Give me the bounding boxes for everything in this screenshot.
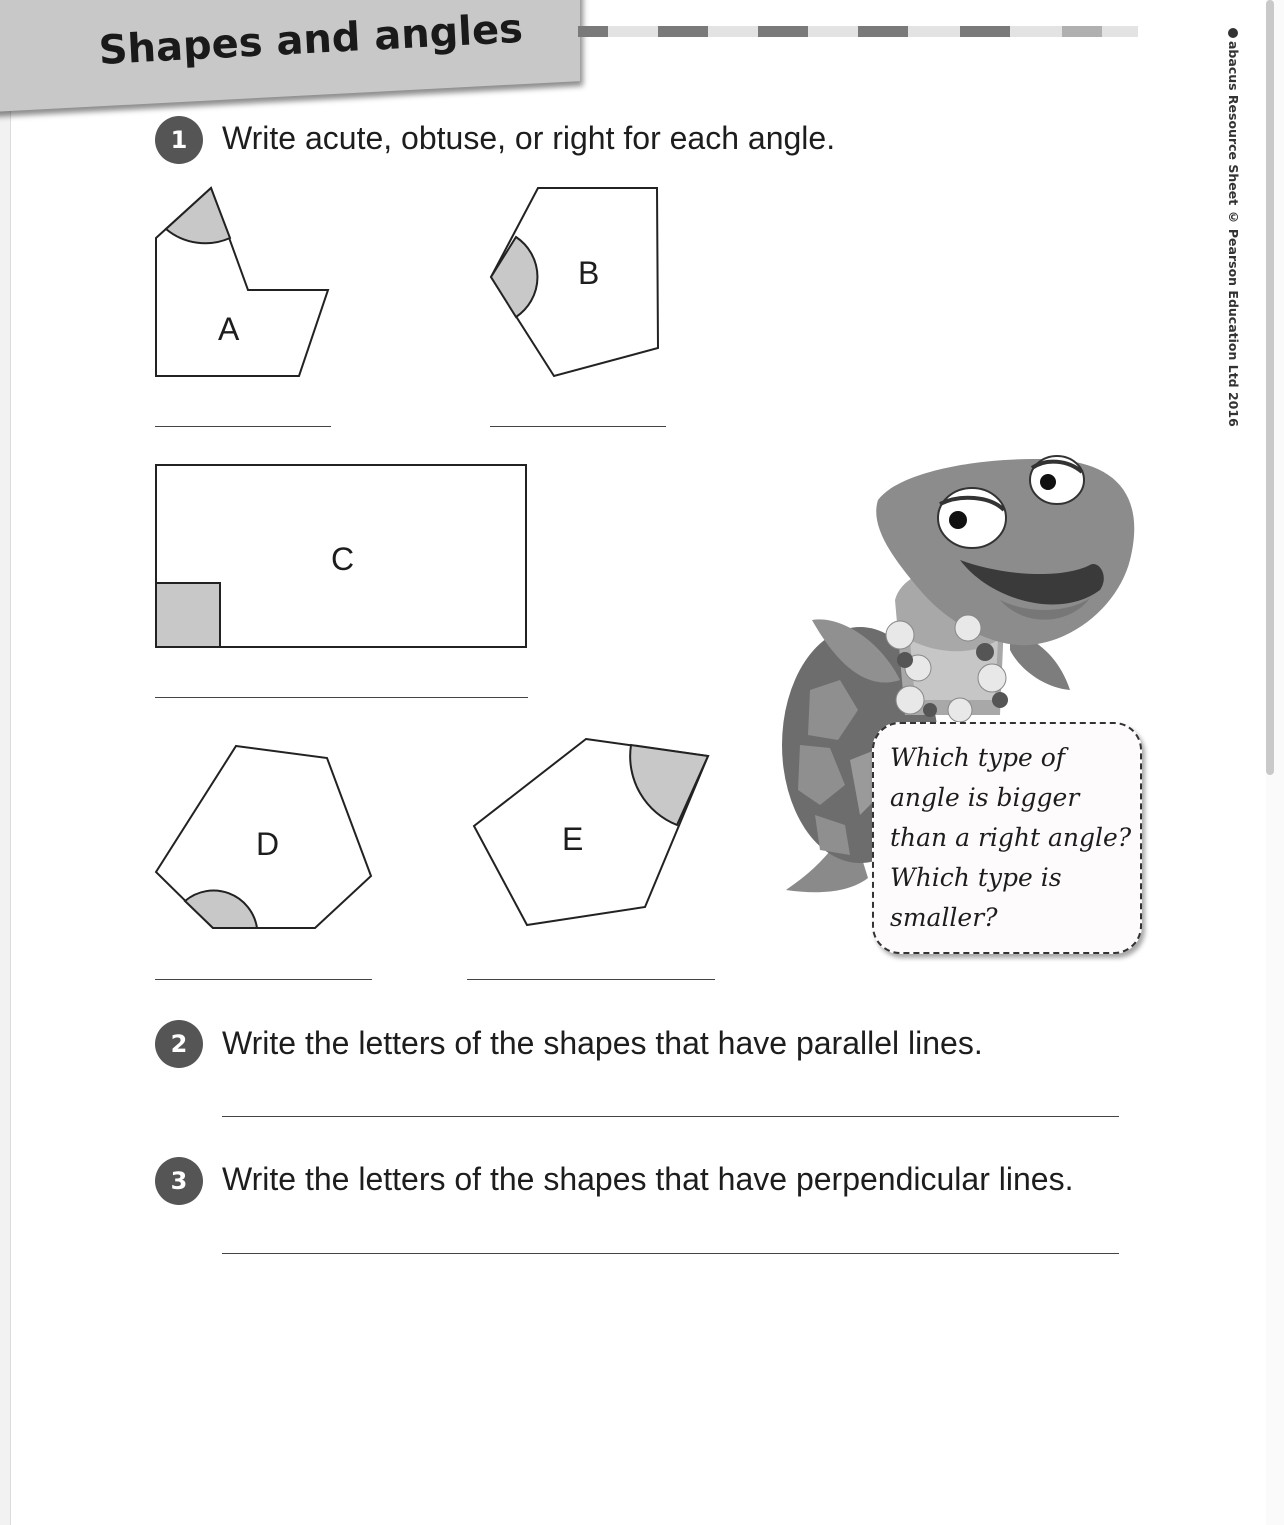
answer-line-d[interactable]: [155, 979, 372, 980]
shape-b: [491, 188, 658, 376]
answer-line-a[interactable]: [155, 426, 331, 427]
shape-e: [474, 739, 708, 925]
question-1-text: Write acute, obtuse, or right for each angle.: [222, 120, 836, 156]
shape-a-label: A: [218, 311, 240, 347]
speech-line: smaller?: [890, 903, 998, 932]
speech-line: Which type of: [890, 743, 1066, 772]
question-2-text: Write the letters of the shapes that have parallel lines.: [222, 1025, 983, 1061]
shape-a: [156, 188, 328, 376]
question-2-badge: 2: [155, 1020, 203, 1068]
page-title: Shapes and angles: [97, 5, 524, 75]
shape-c-angle-marker: [156, 583, 220, 647]
question-3-text: Write the letters of the shapes that have perpendicular lines.: [222, 1161, 1074, 1197]
shape-e-label: E: [562, 821, 584, 857]
question-1-badge: 1: [155, 116, 203, 164]
speech-line: Which type is: [890, 863, 1062, 892]
speech-line: angle is bigger: [890, 783, 1080, 812]
speech-bubble: [872, 722, 1142, 954]
answer-line-e[interactable]: [467, 979, 715, 980]
shape-c-label: C: [331, 541, 355, 577]
shape-d: [156, 746, 371, 928]
shape-a-angle-marker: [166, 188, 230, 243]
copyright-text: abacus Resource Sheet © Pearson Education Ltd 2016: [1226, 41, 1241, 427]
speech-line: than a right angle?: [890, 823, 1132, 852]
shape-d-label: D: [256, 826, 280, 862]
question-3-badge: 3: [155, 1157, 203, 1205]
answer-line-question-3[interactable]: [222, 1253, 1119, 1254]
answer-line-question-2[interactable]: [222, 1116, 1119, 1117]
answer-line-c[interactable]: [155, 697, 528, 698]
shape-c: [156, 465, 526, 647]
shape-b-label: B: [578, 255, 600, 291]
answer-line-b[interactable]: [490, 426, 666, 427]
